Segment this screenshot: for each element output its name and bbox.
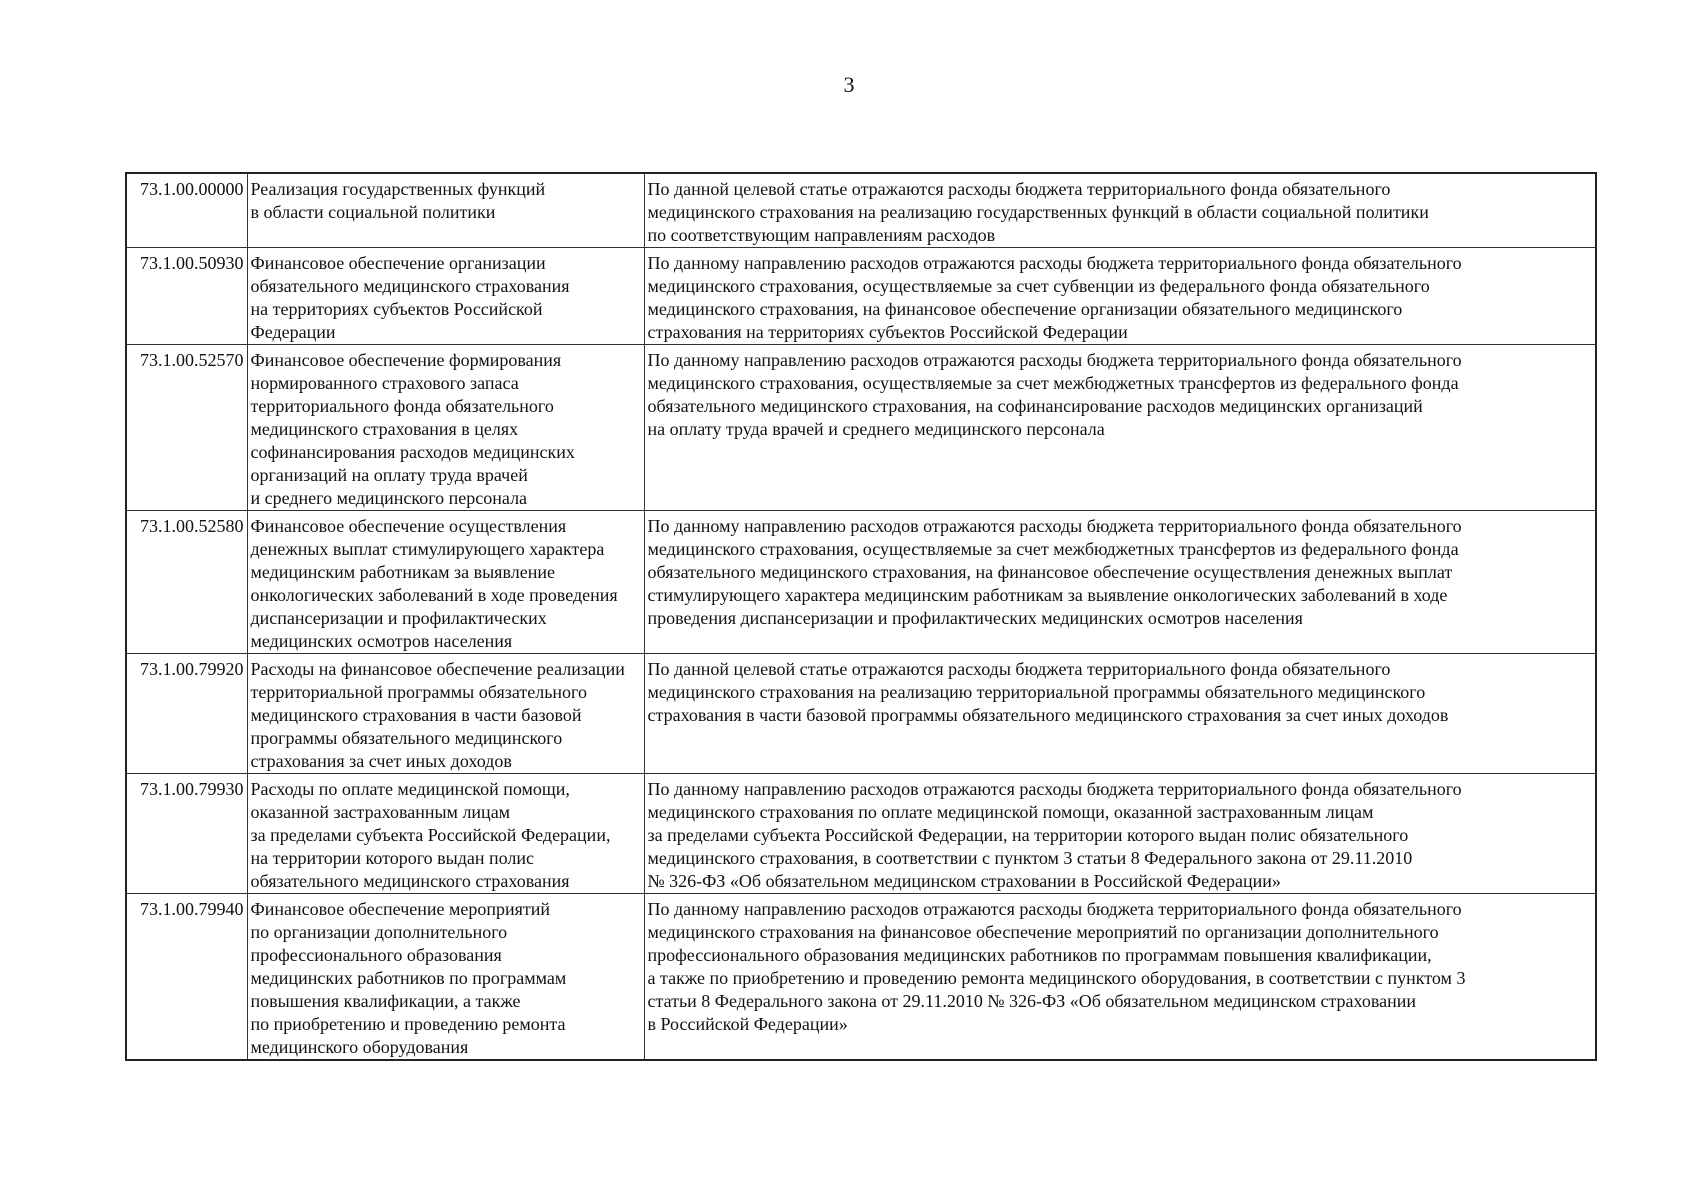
target-item-code: 73.1.00.50930 [126, 248, 247, 345]
name-line: организаций на оплату труда врачей [250, 465, 528, 485]
name-line: обязательного медицинского страхования [250, 871, 570, 891]
table-row [126, 894, 1596, 1061]
description-line: обязательного медицинского страхования, на финансовое обеспечение осуществления денежных выплат [647, 562, 1453, 582]
name-line: медицинского страхования в целях [250, 419, 519, 439]
description-line: По данному направлению расходов отражаются расходы бюджета территориального фонда обязательного [647, 899, 1462, 919]
name-line: по организации дополнительного [250, 922, 508, 942]
description-line: По данному направлению расходов отражаются расходы бюджета территориального фонда обязательного [647, 516, 1462, 536]
description-line: проведения диспансеризации и профилактических медицинских осмотров населения [647, 608, 1303, 628]
description-line: № 326-ФЗ «Об обязательном медицинском страховании в Российской Федерации» [647, 871, 1281, 891]
description-line: страхования на территориях субъектов Российской Федерации [647, 322, 1128, 342]
table-row [126, 774, 1596, 894]
target-item-code: 73.1.00.52580 [126, 511, 247, 654]
name-line: на территориях субъектов Российской [250, 299, 543, 319]
description-line: медицинского страхования на финансовое обеспечение мероприятий по организации дополнительного [647, 922, 1439, 942]
name-line: медицинского оборудования [250, 1037, 469, 1057]
description-line: По данному направлению расходов отражаются расходы бюджета территориального фонда обязательного [647, 779, 1462, 799]
name-line: нормированного страхового запаса [250, 373, 519, 393]
target-item-code: 73.1.00.79920 [126, 654, 247, 774]
target-item-code: 73.1.00.79930 [126, 774, 247, 894]
name-line: и среднего медицинского персонала [250, 488, 528, 508]
target-item-code: 73.1.00.00000 [126, 173, 247, 248]
target-item-name [247, 248, 644, 345]
target-item-description [644, 894, 1596, 1061]
name-line: территориального фонда обязательного [250, 396, 554, 416]
table-row [126, 248, 1596, 345]
target-item-description [644, 774, 1596, 894]
description-line: по соответствующим направлениям расходов [647, 225, 996, 245]
target-item-description [644, 173, 1596, 248]
name-line: повышения квалификации, а также [250, 991, 521, 1011]
target-item-name [247, 654, 644, 774]
target-item-name [247, 511, 644, 654]
target-item-description [644, 654, 1596, 774]
table-row [126, 511, 1596, 654]
page-number: 3 [843, 72, 855, 97]
name-line: медицинским работникам за выявление [250, 562, 555, 582]
target-item-code: 73.1.00.52570 [126, 345, 247, 511]
name-line: медицинских осмотров населения [250, 631, 513, 651]
description-line: за пределами субъекта Российской Федерации, на территории которого выдан полис обязательного [647, 825, 1409, 845]
target-item-description [644, 345, 1596, 511]
name-line: Расходы по оплате медицинской помощи, [250, 779, 570, 799]
name-line: по приобретению и проведению ремонта [250, 1014, 566, 1034]
name-line: Финансовое обеспечение мероприятий [250, 899, 551, 919]
name-line: софинансирования расходов медицинских [250, 442, 575, 462]
target-item-description [644, 511, 1596, 654]
description-line: По данному направлению расходов отражаются расходы бюджета территориального фонда обязательного [647, 253, 1462, 273]
description-line: страхования в части базовой программы обязательного медицинского страхования за счет иных доходов [647, 705, 1449, 725]
description-line: медицинского страхования, на финансовое обеспечение организации обязательного медицинского [647, 299, 1403, 319]
name-line: страхования за счет иных доходов [250, 751, 512, 771]
description-line: обязательного медицинского страхования, на софинансирование расходов медицинских организаций [647, 396, 1423, 416]
name-line: Финансовое обеспечение формирования [250, 350, 562, 370]
target-item-name [247, 173, 644, 248]
name-line: в области социальной политики [250, 202, 496, 222]
target-item-description [644, 248, 1596, 345]
expense-classification-table [125, 172, 1597, 1061]
name-line: оказанной застрахованным лицам [250, 802, 511, 822]
description-line: медицинского страхования, в соответствии с пунктом 3 статьи 8 Федерального закона от 29.11.2010 [647, 848, 1413, 868]
name-line: денежных выплат стимулирующего характера [250, 539, 605, 559]
target-item-name [247, 345, 644, 511]
name-line: Финансовое обеспечение осуществления [250, 516, 567, 536]
description-line: профессионального образования медицинских работников по программам повышения квалификации, [647, 945, 1432, 965]
name-line: Финансовое обеспечение организации [250, 253, 546, 273]
table-row [126, 345, 1596, 511]
description-line: По данному направлению расходов отражаются расходы бюджета территориального фонда обязательного [647, 350, 1462, 370]
table-row [126, 173, 1596, 248]
name-line: на территории которого выдан полис [250, 848, 535, 868]
name-line: Реализация государственных функций [250, 179, 546, 199]
description-line: в Российской Федерации» [647, 1014, 848, 1034]
description-line: медицинского страхования, осуществляемые за счет межбюджетных трансфертов из федерального фонда [647, 539, 1459, 559]
description-line: стимулирующего характера медицинским работникам за выявление онкологических заболеваний в ходе [647, 585, 1448, 605]
description-line: статьи 8 Федерального закона от 29.11.2010 № 326-ФЗ «Об обязательном медицинском страховании [647, 991, 1416, 1011]
target-item-name [247, 894, 644, 1061]
name-line: медицинского страхования в части базовой [250, 705, 582, 725]
name-line: онкологических заболеваний в ходе проведения [250, 585, 618, 605]
target-item-code: 73.1.00.79940 [126, 894, 247, 1061]
description-line: медицинского страхования по оплате медицинской помощи, оказанной застрахованным лицам [647, 802, 1374, 822]
name-line: программы обязательного медицинского [250, 728, 563, 748]
name-line: Расходы на финансовое обеспечение реализации [250, 659, 625, 679]
name-line: медицинских работников по программам [250, 968, 567, 988]
name-line: за пределами субъекта Российской Федерации, [250, 825, 611, 845]
name-line: диспансеризации и профилактических [250, 608, 547, 628]
description-line: медицинского страхования на реализацию территориальной программы обязательного медицинского [647, 682, 1426, 702]
name-line: обязательного медицинского страхования [250, 276, 570, 296]
description-line: на оплату труда врачей и среднего медицинского персонала [647, 419, 1105, 439]
name-line: Федерации [250, 322, 336, 342]
target-item-name [247, 774, 644, 894]
description-line: медицинского страхования, осуществляемые за счет межбюджетных трансфертов из федерального фонда [647, 373, 1459, 393]
description-line: медицинского страхования, осуществляемые за счет субвенции из федерального фонда обязательного [647, 276, 1430, 296]
description-line: а также по приобретению и проведению ремонта медицинского оборудования, в соответствии с пунктом 3 [647, 968, 1466, 988]
table-body [126, 173, 1596, 1060]
description-line: медицинского страхования на реализацию государственных функций в области социальной политики [647, 202, 1429, 222]
table-row [126, 654, 1596, 774]
description-line: По данной целевой статье отражаются расходы бюджета территориального фонда обязательного [647, 179, 1391, 199]
description-line: По данной целевой статье отражаются расходы бюджета территориального фонда обязательного [647, 659, 1391, 679]
name-line: профессионального образования [250, 945, 502, 965]
name-line: территориальной программы обязательного [250, 682, 587, 702]
